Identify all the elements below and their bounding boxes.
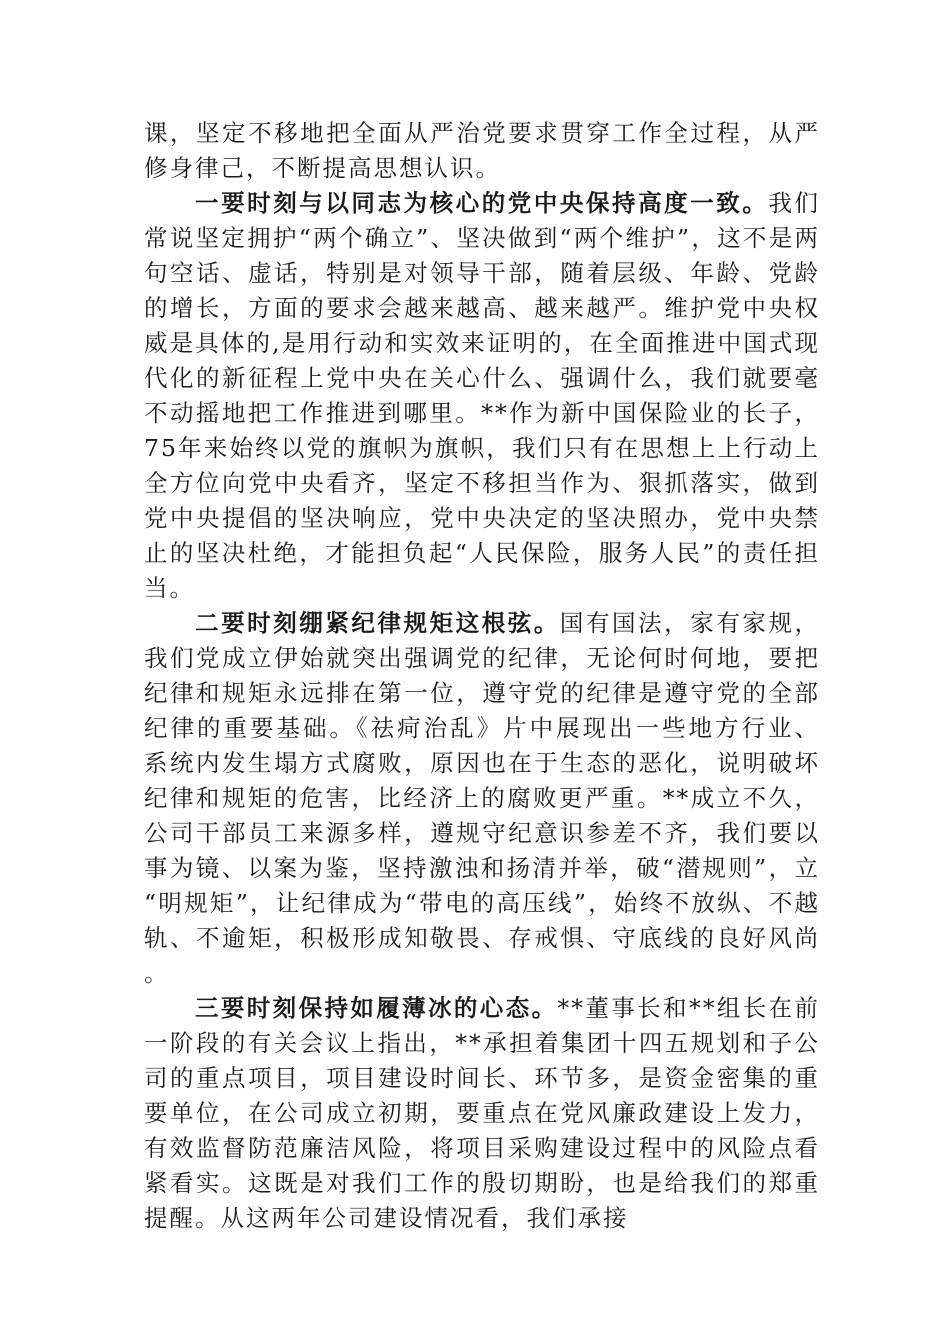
paragraph-point-one	[144, 186, 820, 606]
paragraph-point-three	[144, 991, 820, 1236]
paragraph-lead: 一要时刻与以同志为核心的党中央保持高度一致。	[195, 189, 769, 217]
document-body	[144, 116, 820, 1236]
paragraph-lead: 三要时刻保持如履薄冰的心态。	[195, 994, 558, 1022]
paragraph-text: **董事长和**组长在前一阶段的有关会议上指出，**承担着集团十四五规划和子公司的重点项目，项目建设时间长、环节多，是资金密集的重要单位，在公司成立初期，要重点在党风廉政建设上发力，有效监督防范廉洁风险，将项目采购建设过程中的风险点看紧看实。这既是对我们工作的殷切期盼，也是给我们的郑重提醒。从这两年公司建设情况看，我们承接	[144, 994, 821, 1232]
paragraph-lead: 二要时刻绷紧纪律规矩这根弦。	[195, 609, 560, 637]
paragraph-text: 课，坚定不移地把全面从严治党要求贯穿工作全过程，从严修身律己，不断提高思想认识。	[144, 119, 820, 182]
paragraph-continued	[144, 116, 820, 186]
paragraph-text: 国有国法，家有家规，我们党成立伊始就突出强调党的纪律，无论何时何地，要把纪律和规矩永远排在第一位，遵守党的纪律是遵守党的全部纪律的重要基础。《祛疴治乱》片中展现出一些地方行业、系统内发生塌方式腐败，原因也在于生态的恶化，说明破坏纪律和规矩的危害，比经济上的腐败更严重。**成立不久，公司干部员工来源多样，遵规守纪意识参差不齐，我们要以事为镜、以案为鉴，坚持激浊和扬清并举，破“潜规则”，立“明规矩”，让纪律成为“带电的高压线”，始终不放纵、不越轨、不逾矩，积极形成知敬畏、存戒惧、守底线的良好风尚。	[144, 609, 821, 987]
paragraph-point-two	[144, 606, 820, 991]
paragraph-text: 我们常说坚定拥护“两个确立”、坚决做到“两个维护”，这不是两句空话、虚话，特别是对领导干部，随着层级、年龄、党龄的增长，方面的要求会越来越高、越来越严。维护党中央权威是具体的,是用行动和实效来证明的，在全面推进中国式现代化的新征程上党中央在关心什么、强调什么，我们就要毫不动摇地把工作推进到哪里。**作为新中国保险业的长子，75年来始终以党的旗帜为旗帜，我们只有在思想上上行动上全方位向党中央看齐，坚定不移担当作为、狠抓落实，做到党中央提倡的坚决响应，党中央决定的坚决照办，党中央禁止的坚决杜绝，才能担负起“人民保险，服务人民”的责任担当。	[144, 189, 821, 602]
